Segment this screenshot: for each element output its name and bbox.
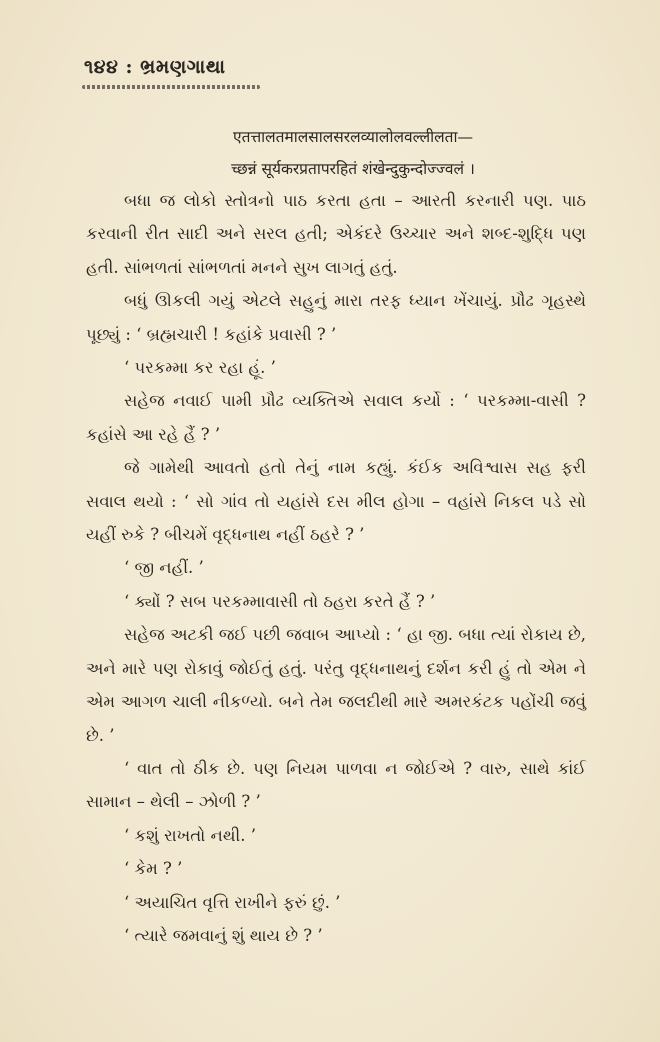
paragraph: સહેજ નવાઈ પામી પ્રૌઢ વ્યક્તિએ સવાલ કર્યો : ‘ પરકમ્મા-વાસી ? કહાંસે આ રહે હૈં ? ’ xyxy=(86,391,586,444)
dialogue-line: ‘ ક્યોં ? સબ પરકમ્માવાસી તો ઠહરા કરતે હૈં ? ’ xyxy=(124,591,436,611)
sanskrit-verse-line-2: च्छन्नं सूर्यकरप्रतापरहितं शंखेन्दुकुन्दोज्ज्वलं । xyxy=(231,160,475,178)
header-underline xyxy=(82,85,260,89)
paragraph: બધા જ લોકો સ્તોત્રનો પાઠ કરતા હતા – આરતી કરનારી પણ. પાઠ કરવાની રીત સાદી અને સરલ હતી; એકંદરે ઉચ્ચાર અને શબ્દ-શુદ્ધિ પણ હતી. સાંભળતાં સાંભળતાં મનને સુખ લાગતું હતું. xyxy=(86,191,586,277)
dialogue-line: ‘ કશું રાખતો નથી. ’ xyxy=(124,825,256,845)
paragraph: ‘ વાત તો ઠીક છે. પણ નિયમ પાળવા ન જોઈએ ? વારુ, સાથે કાંઈ સામાન – થેલી – ઝોળી ? ’ xyxy=(86,758,586,812)
paragraph: બધું ઊકલી ગયું એટલે સહુનું મારા તરફ ધ્યાન ખેંચાયું. પ્રૌઢ ગૃહસ્થે પૂછ્યું : ‘ બ્રહ્મચારી ! કહાંકે પ્રવાસી ? ’ xyxy=(86,291,586,344)
paragraph: સહેજ અટકી જઈ પછી જવાબ આપ્યો : ‘ હા જી. બધા ત્યાં રોકાય છે, અને મારે પણ રોકાવું જોઈતું હતું. પરંતુ વૃદ્ધનાથનું દર્શન કરી હું તો એમ ને એમ આગળ ચાલી નીકળ્યો. બને તેમ જલદીથી મારે અમરકંટક પહોંચી જવું છે. ’ xyxy=(86,625,586,745)
body-text xyxy=(86,184,586,952)
sanskrit-verse-line-1: एतत्तालतमालसालसरलव्यालोलवल्लीलता— xyxy=(233,128,473,146)
dialogue-line: ‘ ત્યારે જમવાનું શું થાય છે ? ’ xyxy=(124,925,323,945)
dialogue-line: ‘ કેમ ? ’ xyxy=(124,859,183,879)
page-header: ૧૪૪ : ભ્રમણગાથા xyxy=(84,56,226,78)
paragraph: જે ગામેથી આવતો હતો તેનું નામ કહ્યું. કંઈક અવિશ્વાસ સહ ફરી સવાલ થયો : ‘ સો ગાંવ તો યહાંસે દસ મીલ હોગા – વહાંસે નિકલ પડે સો યહીં રુકે ? બીચમેં વૃદ્ધનાથ નહીં ઠહરે ? ’ xyxy=(86,458,586,545)
dialogue-line: ‘ જી નહીં. ’ xyxy=(124,558,204,578)
dialogue-line: ‘ પરકમ્મા કર રહા હૂં. ’ xyxy=(124,358,276,378)
dialogue-line: ‘ અયાચિત વૃત્તિ રાખીને ફરું છું. ’ xyxy=(124,892,341,912)
